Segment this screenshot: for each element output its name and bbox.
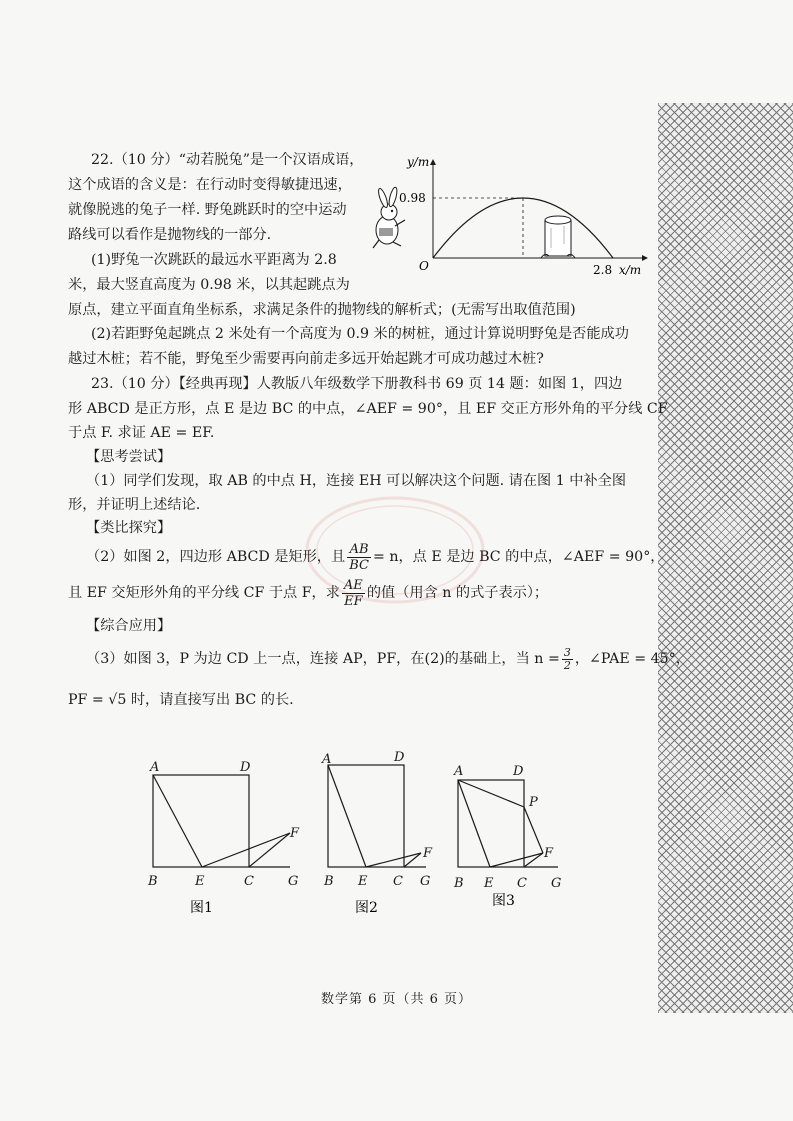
q22-line-2: 这个成语的含义是：在行动时变得敏捷迅速， (68, 177, 352, 193)
fig1-label-A: A (150, 760, 160, 775)
part2-text-pre: （2）如图 2，四边形 ABCD 是矩形，且 (86, 549, 346, 565)
fraction-numerator: 3 (563, 645, 571, 659)
figure-3 (458, 780, 558, 867)
figure-2 (328, 765, 426, 867)
graph-ytick-label: 0.98 (399, 191, 426, 205)
fig2-label-G: G (420, 874, 431, 889)
q23-line-3: 于点 F. 求证 AE = EF. (68, 425, 215, 441)
q22-line-1: 22.（10 分）“动若脱兔”是一个汉语成语， (91, 152, 364, 168)
page-footer: 数学第 6 页（共 6 页） (320, 992, 473, 1007)
q22-part1-line-2: 米，最大竖直高度为 0.98 米，以其起跳点为 (68, 277, 350, 293)
fig3-label-P: P (529, 795, 538, 810)
fraction-denominator: BC (349, 557, 369, 573)
fig3-label-D: D (513, 764, 524, 779)
q23-part3-line-1 (86, 642, 690, 676)
figure-3-labels (453, 764, 561, 891)
fraction-numerator: AE (343, 577, 363, 593)
fig1-label-B: B (148, 874, 158, 889)
figure-1 (153, 775, 290, 867)
part2b-text-pre: 且 EF 交矩形外角的平分线 CF 于点 F，求 (68, 585, 340, 601)
fig3-label-A: A (454, 764, 464, 779)
q23-line-1: 23.（10 分）【经典再现】人教版八年级数学下册教科书 69 页 14 题：如图 1，四边 (91, 376, 623, 392)
figure-2-labels (321, 750, 433, 889)
fraction-three-halves (562, 647, 573, 672)
figure-1-labels (147, 760, 300, 889)
part3-text-pre: （3）如图 3，P 为边 CD 上一点，连接 AP，PF，在(2)的基础上，当 n = (86, 651, 560, 667)
figure-1-caption: 图1 (190, 900, 213, 916)
fig1-label-F: F (290, 826, 300, 841)
q23-part3-line-2: PF = √5 时，请直接写出 BC 的长. (68, 692, 294, 708)
geometry-figures (140, 745, 580, 925)
q22-part1-line-1: (1)野兔一次跳跃的最远水平距离为 2.8 (91, 252, 337, 268)
fig1-label-G: G (288, 874, 299, 889)
figure-3-caption: 图3 (492, 893, 515, 909)
fig1-label-C: C (244, 874, 254, 889)
q23-part1-line-2: 形，并证明上述结论. (68, 497, 201, 513)
q23-part1-line-1: （1）同学们发现，取 AB 的中点 H，连接 EH 可以解决这个问题. 请在图 1 中补全图 (86, 473, 627, 489)
graph-xlabel: x/m (619, 263, 642, 277)
tree-stump-icon (541, 216, 575, 258)
q22-line-3: 就像脱逃的兔子一样. 野兔跳跃时的空中运动 (68, 202, 347, 218)
fraction-denominator: EF (344, 593, 363, 609)
q22-part2-line-2: 越过木桩；若不能，野兔至少需要再向前走多远开始起跳才可成功越过木桩? (68, 351, 544, 367)
section-tag-analogy: 【类比探究】 (86, 520, 172, 536)
fig1-label-D: D (240, 760, 251, 775)
q22-line-4: 路线可以看作是抛物线的一部分. (68, 227, 272, 243)
hatched-margin-strip (658, 103, 793, 1013)
graph-ylabel: y/m (407, 155, 430, 169)
fig2-label-F: F (423, 846, 433, 861)
fig3-label-B: B (454, 876, 464, 891)
fig3-label-C: C (517, 876, 527, 891)
part3-text-post: ，∠PAE = 45°， (574, 651, 690, 667)
fig2-label-E: E (358, 874, 368, 889)
part2-text-post: = n，点 E 是边 BC 的中点，∠AEF = 90°， (372, 549, 665, 565)
fig3-label-G: G (551, 876, 562, 891)
fig2-label-D: D (394, 750, 405, 765)
fig2-label-C: C (393, 874, 403, 889)
section-tag-thinking: 【思考尝试】 (86, 449, 172, 465)
parabola-graph (365, 148, 655, 278)
figure-2-caption: 图2 (355, 900, 378, 916)
section-tag-application: 【综合应用】 (86, 618, 172, 634)
fig2-label-B: B (324, 874, 334, 889)
fig3-label-E: E (484, 876, 494, 891)
q23-line-2: 形 ABCD 是正方形，点 E 是边 BC 的中点，∠AEF = 90°，且 EF 交正方形外角的平分线 CF (68, 401, 668, 417)
graph-origin-label: O (419, 259, 429, 273)
q22-part1-line-3: 原点，建立平面直角坐标系，求满足条件的抛物线的解析式；(无需写出取值范围) (68, 302, 576, 318)
q22-part2-line-1: (2)若距野兔起跳点 2 米处有一个高度为 0.9 米的树桩，通过计算说明野兔是否能成功 (91, 326, 629, 342)
watermark-stamp (300, 490, 490, 610)
fig2-label-A: A (322, 752, 332, 767)
graph-xtick-label: 2.8 (593, 263, 613, 277)
part2b-text-post: 的值（用含 n 的式子表示）； (366, 585, 549, 601)
fig1-label-E: E (195, 874, 205, 889)
fig3-label-F: F (544, 846, 554, 861)
fraction-numerator: AB (347, 542, 371, 558)
fraction-denominator: 2 (563, 658, 571, 672)
